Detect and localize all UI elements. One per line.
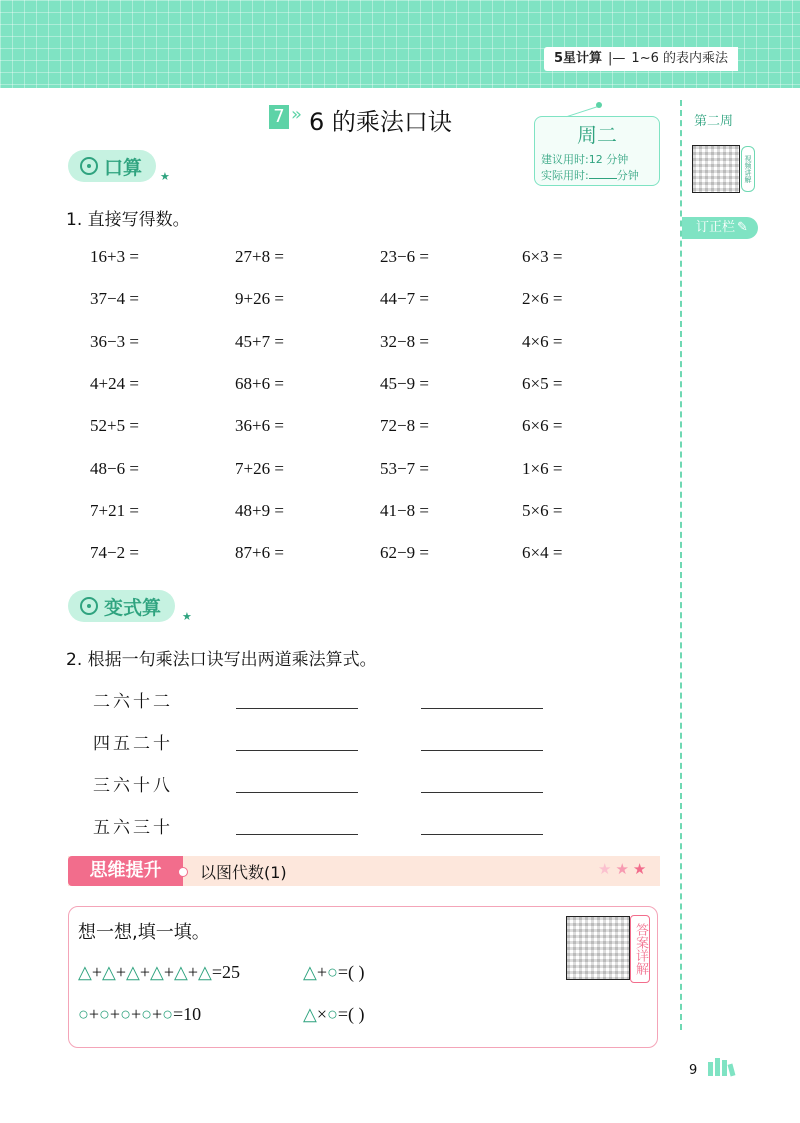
question-2: 2. 根据一句乘法口诀写出两道乘法算式。 bbox=[66, 650, 377, 670]
answer-line[interactable] bbox=[421, 750, 543, 751]
equation-result: =25 bbox=[211, 962, 240, 982]
day-card bbox=[534, 116, 660, 186]
arithmetic-problem: 4×6 = bbox=[522, 332, 563, 351]
arithmetic-problem: 2×6 = bbox=[522, 289, 563, 308]
lesson-number: 7 bbox=[269, 105, 289, 129]
arithmetic-problem: 87+6 = bbox=[235, 543, 284, 562]
equation-result: =10 bbox=[173, 1004, 202, 1024]
arithmetic-problem: 4+24 = bbox=[90, 374, 139, 393]
thinking-connector-dot bbox=[178, 867, 188, 877]
correction-column-label bbox=[682, 217, 758, 239]
rhyme-1: 二六十二 bbox=[93, 692, 173, 712]
arithmetic-problem: 45+7 = bbox=[235, 332, 284, 351]
suggested-time bbox=[541, 151, 628, 167]
chevron-right-icon: » bbox=[291, 104, 303, 125]
sparkle-icon: ★ bbox=[160, 170, 170, 183]
circle-icon: ○ bbox=[120, 1004, 131, 1024]
unit-title: 1~6 的表内乘法 bbox=[631, 51, 728, 66]
arithmetic-problem: 5×6 = bbox=[522, 501, 563, 520]
section-badge-variant bbox=[68, 590, 175, 622]
triangle-icon: △ bbox=[78, 962, 92, 982]
answer-line[interactable] bbox=[236, 750, 358, 751]
difficulty-stars bbox=[598, 860, 650, 878]
triangle-icon: △ bbox=[126, 962, 140, 982]
star-icon: ★ bbox=[598, 860, 616, 878]
triangle-icon: △ bbox=[150, 962, 164, 982]
day-label: 周二 bbox=[577, 123, 617, 147]
triangle-icon: △ bbox=[303, 1004, 317, 1024]
thinking-tag: 思维提升 bbox=[68, 856, 183, 886]
top-banner bbox=[0, 0, 800, 88]
arithmetic-problem: 1×6 = bbox=[522, 459, 563, 478]
arithmetic-problem: 27+8 = bbox=[235, 247, 284, 266]
arithmetic-problem: 6×3 = bbox=[522, 247, 563, 266]
correction-column-rule bbox=[680, 100, 682, 1030]
arithmetic-problem: 36+6 = bbox=[235, 416, 284, 435]
answer-parentheses[interactable]: =( ) bbox=[337, 962, 365, 982]
answer-line[interactable] bbox=[421, 834, 543, 835]
arithmetic-problem: 6×6 = bbox=[522, 416, 563, 435]
arithmetic-problem: 6×4 = bbox=[522, 543, 563, 562]
target-icon bbox=[80, 597, 98, 615]
arithmetic-problem: 72−8 = bbox=[380, 416, 429, 435]
star-icon: ★ bbox=[615, 860, 633, 878]
rhyme-4: 五六三十 bbox=[93, 818, 173, 838]
section-badge-oral bbox=[68, 150, 156, 182]
circle-icon: ○ bbox=[99, 1004, 110, 1024]
answer-parentheses[interactable]: =( ) bbox=[337, 1004, 365, 1024]
arithmetic-problem: 44−7 = bbox=[380, 289, 429, 308]
card-hanger-pin bbox=[596, 102, 602, 108]
arithmetic-problem: 74−2 = bbox=[90, 543, 139, 562]
suggested-time-value: 12 分钟 bbox=[588, 153, 629, 166]
video-qr-caption: 视频讲解 bbox=[741, 146, 755, 192]
triangle-sum-equation: △+△+△+△+△+△=25 bbox=[78, 962, 240, 982]
answer-line[interactable] bbox=[236, 708, 358, 709]
arithmetic-problem: 37−4 = bbox=[90, 289, 139, 308]
arithmetic-problem: 6×5 = bbox=[522, 374, 563, 393]
week-label: 第二周 bbox=[694, 114, 734, 129]
rhyme-3: 三六十八 bbox=[93, 776, 173, 796]
header-tag bbox=[544, 47, 738, 71]
triangle-icon: △ bbox=[303, 962, 317, 982]
arithmetic-problem: 45−9 = bbox=[380, 374, 429, 393]
arithmetic-problem: 52+5 = bbox=[90, 416, 139, 435]
actual-time-label: 实际用时: bbox=[541, 169, 589, 182]
pencil-icon: ✎ bbox=[737, 220, 748, 235]
arithmetic-problem: 48+9 = bbox=[235, 501, 284, 520]
circle-icon: ○ bbox=[78, 1004, 89, 1024]
section-label-oral: 口算 bbox=[104, 156, 143, 179]
arithmetic-problem: 32−8 = bbox=[380, 332, 429, 351]
actual-time-unit: 分钟 bbox=[616, 169, 639, 182]
arithmetic-problem: 48−6 = bbox=[90, 459, 139, 478]
circle-icon: ○ bbox=[141, 1004, 152, 1024]
triangle-icon: △ bbox=[174, 962, 188, 982]
circle-sum-equation: ○+○+○+○+○=10 bbox=[78, 1004, 202, 1024]
actual-time-blank[interactable] bbox=[589, 168, 617, 179]
book-brand: 5星计算 bbox=[553, 51, 603, 66]
arithmetic-problem: 53−7 = bbox=[380, 459, 429, 478]
arithmetic-problem: 23−6 = bbox=[380, 247, 429, 266]
triangle-icon: △ bbox=[102, 962, 116, 982]
answer-qr-code[interactable] bbox=[566, 916, 630, 980]
arithmetic-problem: 36−3 = bbox=[90, 332, 139, 351]
answer-line[interactable] bbox=[236, 792, 358, 793]
arithmetic-problem: 62−9 = bbox=[380, 543, 429, 562]
answer-line[interactable] bbox=[421, 792, 543, 793]
thinking-topic: 以图代数(1) bbox=[200, 863, 287, 882]
circle-icon: ○ bbox=[327, 962, 338, 982]
books-icon bbox=[708, 1057, 736, 1076]
sparkle-icon: ★ bbox=[182, 610, 192, 623]
header-separator: |— bbox=[608, 51, 626, 66]
arithmetic-problem: 41−8 = bbox=[380, 501, 429, 520]
correction-label-text: 订正栏 bbox=[696, 220, 736, 235]
video-qr-code[interactable] bbox=[692, 145, 740, 193]
arithmetic-problem: 68+6 = bbox=[235, 374, 284, 393]
circle-icon: ○ bbox=[162, 1004, 173, 1024]
answer-line[interactable] bbox=[421, 708, 543, 709]
arithmetic-problem: 7+26 = bbox=[235, 459, 284, 478]
actual-time bbox=[541, 167, 639, 183]
circle-icon: ○ bbox=[327, 1004, 338, 1024]
suggested-time-label: 建议用时: bbox=[541, 153, 589, 166]
star-icon: ★ bbox=[632, 860, 651, 878]
arithmetic-problem: 16+3 = bbox=[90, 247, 139, 266]
triangle-times-circle-equation: △×○=( ) bbox=[303, 1004, 365, 1024]
stopwatch-icon bbox=[80, 157, 98, 175]
rhyme-2: 四五二十 bbox=[93, 734, 173, 754]
triangle-icon: △ bbox=[198, 962, 212, 982]
arithmetic-problem: 7+21 = bbox=[90, 501, 139, 520]
thinking-prompt: 想一想,填一填。 bbox=[78, 922, 210, 943]
answer-qr-caption: 答案详解 bbox=[630, 915, 650, 983]
section-label-variant: 变式算 bbox=[104, 596, 162, 619]
page-number: 9 bbox=[689, 1063, 698, 1078]
question-1: 1. 直接写得数。 bbox=[66, 210, 190, 230]
arithmetic-problem: 9+26 = bbox=[235, 289, 284, 308]
lesson-title: 6 的乘法口诀 bbox=[309, 108, 452, 136]
card-hanger-string bbox=[566, 106, 598, 117]
answer-line[interactable] bbox=[236, 834, 358, 835]
triangle-plus-circle-equation: △+○=( ) bbox=[303, 962, 365, 982]
